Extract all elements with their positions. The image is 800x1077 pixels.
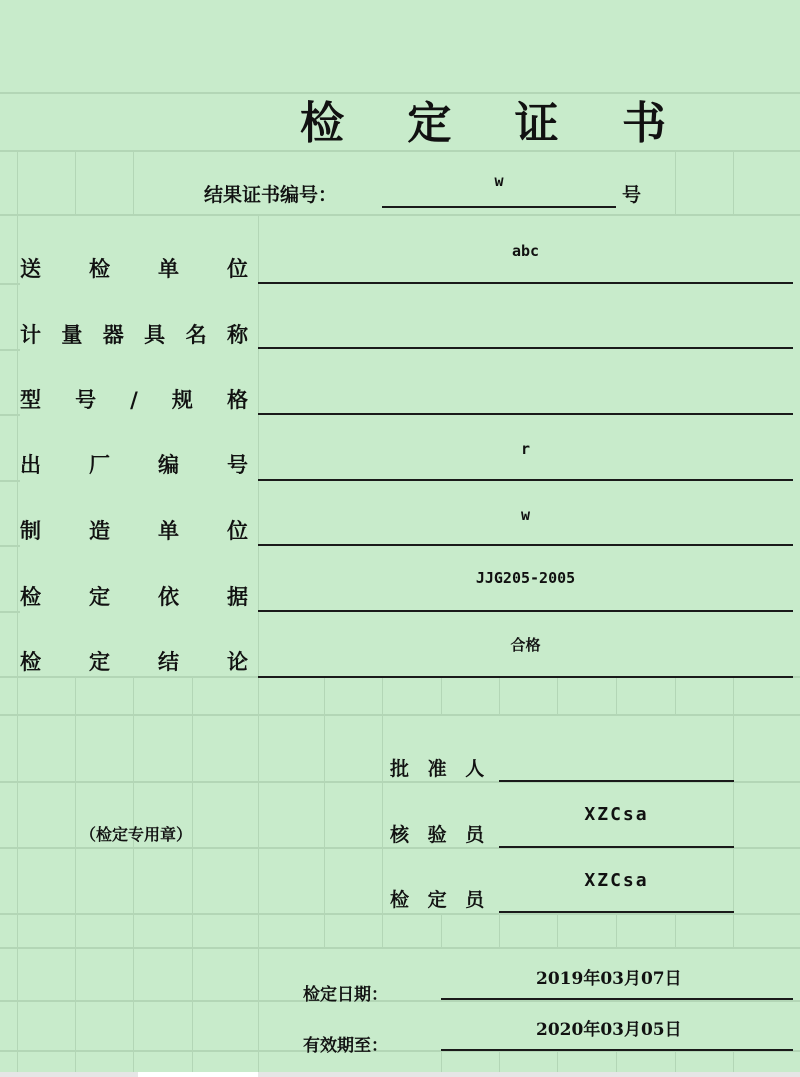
field-value-verification-basis: JJG205-2005 xyxy=(475,569,576,587)
cert-number-suffix: 号 xyxy=(622,184,642,206)
field-value-conclusion: 合格 xyxy=(510,636,541,654)
verifier-label: 检 定 员 xyxy=(390,889,491,911)
field-underline xyxy=(258,479,793,481)
field-label-submitting-unit: 送 检 单 位 xyxy=(20,256,248,281)
field-label-conclusion: 检 定 结 论 xyxy=(20,649,248,674)
cert-number-underline xyxy=(382,206,616,208)
cert-number-value: w xyxy=(494,172,504,190)
cert-number-label: 结果证书编号： xyxy=(204,184,338,206)
field-underline xyxy=(258,544,793,546)
checker-label: 核 验 员 xyxy=(390,824,491,846)
verifier-value: XZCsa xyxy=(584,870,649,891)
field-underline xyxy=(258,610,793,612)
seal-placeholder: （检定专用章） xyxy=(80,825,193,844)
verify-date-value: 2019年03月07日 xyxy=(536,969,682,989)
scrollbar-thumb[interactable] xyxy=(138,1072,258,1077)
checker-underline xyxy=(499,846,734,848)
horizontal-scrollbar[interactable] xyxy=(0,1072,800,1077)
valid-until-value: 2020年03月05日 xyxy=(536,1020,682,1040)
verify-date-label: 检定日期： xyxy=(303,985,388,1005)
approver-label: 批 准 人 xyxy=(390,758,491,780)
field-underline xyxy=(258,413,793,415)
valid-until-underline xyxy=(441,1049,793,1051)
field-value-submitting-unit: abc xyxy=(511,242,540,260)
valid-until-label: 有效期至： xyxy=(303,1036,388,1056)
field-label-verification-basis: 检 定 依 据 xyxy=(20,584,248,609)
field-label-model-spec: 型 号 / 规 格 xyxy=(20,387,248,412)
field-value-serial-number: r xyxy=(520,440,531,458)
checker-value: XZCsa xyxy=(584,804,649,825)
field-underline xyxy=(258,282,793,284)
field-underline xyxy=(258,347,793,349)
page-title: 检 定 证 书 xyxy=(300,98,690,149)
field-label-serial-number: 出 厂 编 号 xyxy=(20,452,248,477)
field-label-manufacturer: 制 造 单 位 xyxy=(20,518,248,543)
verify-date-underline xyxy=(441,998,793,1000)
field-label-instrument-name: 计 量 器 具 名 称 xyxy=(20,322,248,347)
approver-underline xyxy=(499,780,734,782)
verifier-underline xyxy=(499,911,734,913)
field-value-manufacturer: w xyxy=(520,506,531,524)
field-underline xyxy=(258,676,793,678)
